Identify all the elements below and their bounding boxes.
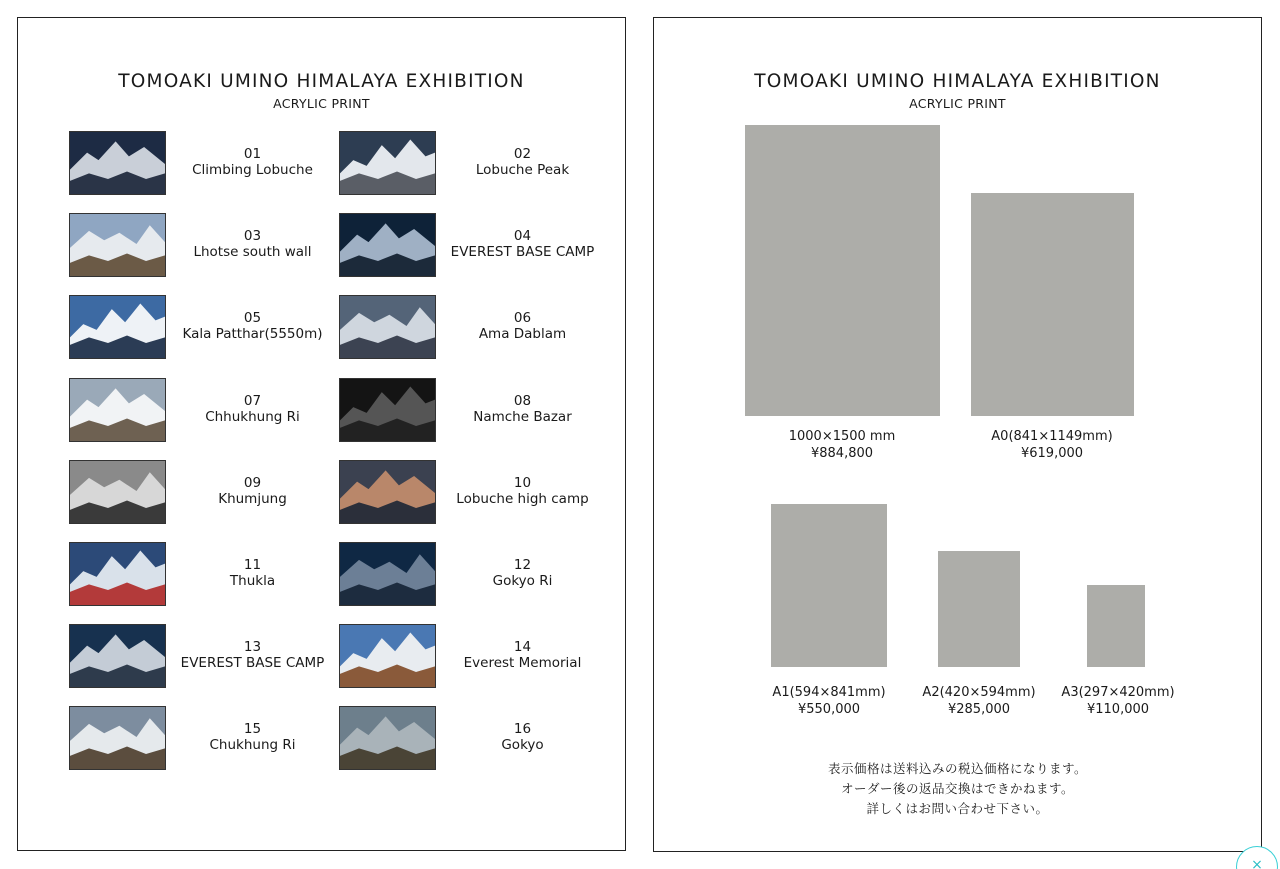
photo-thumbnail — [69, 624, 166, 688]
size-placeholder-a3 — [1087, 585, 1145, 667]
size-price: ¥619,000 — [1020, 446, 1084, 461]
catalog-item — [339, 460, 609, 524]
size-placeholder-a0 — [971, 193, 1134, 416]
photo-caption — [436, 228, 609, 260]
photo-number: 12 — [513, 557, 532, 573]
size-price: ¥550,000 — [797, 702, 861, 717]
photo-number: 04 — [513, 228, 532, 244]
photo-number: 13 — [243, 639, 262, 655]
photo-caption — [436, 310, 609, 342]
catalog-item — [69, 213, 339, 277]
photo-thumbnail — [339, 706, 436, 770]
photo-number: 02 — [513, 146, 532, 162]
photo-caption — [166, 228, 339, 260]
size-name: A2(420×594mm) — [922, 685, 1036, 700]
photo-title: EVEREST BASE CAMP — [180, 655, 325, 671]
photo-caption — [436, 557, 609, 589]
photo-caption — [166, 475, 339, 507]
pricing-title: TOMOAKI UMINO HIMALAYA EXHIBITION — [754, 71, 1161, 92]
size-price: ¥285,000 — [947, 702, 1011, 717]
photo-title: Climbing Lobuche — [192, 162, 313, 178]
pricing-sheet — [653, 17, 1262, 852]
photo-thumbnail — [339, 295, 436, 359]
pricing-subtitle: ACRYLIC PRINT — [909, 96, 1006, 111]
catalog-title: TOMOAKI UMINO HIMALAYA EXHIBITION — [118, 71, 525, 92]
photo-title: Chukhung Ri — [209, 737, 296, 753]
photo-thumbnail — [69, 213, 166, 277]
photo-number: 03 — [243, 228, 262, 244]
photo-title: Chhukhung Ri — [205, 409, 300, 425]
photo-thumbnail — [69, 542, 166, 606]
photo-number: 16 — [513, 721, 532, 737]
photo-number: 10 — [513, 475, 532, 491]
photo-caption — [166, 557, 339, 589]
photo-title: Gokyo Ri — [492, 573, 553, 589]
photo-title: Kala Patthar(5550m) — [182, 326, 323, 342]
photo-thumbnail — [69, 706, 166, 770]
photo-title: EVEREST BASE CAMP — [450, 244, 595, 260]
close-icon: × — [1251, 857, 1263, 869]
photo-caption — [436, 721, 609, 753]
photo-thumbnail — [69, 131, 166, 195]
photo-thumbnail — [339, 542, 436, 606]
catalog-item — [339, 295, 609, 359]
size-name: A3(297×420mm) — [1061, 685, 1175, 700]
photo-caption — [436, 475, 609, 507]
photo-thumbnail — [339, 378, 436, 442]
size-name: A1(594×841mm) — [772, 685, 886, 700]
photo-title: Ama Dablam — [478, 326, 567, 342]
size-caption-1000x1500 — [742, 428, 942, 462]
catalog-subtitle: ACRYLIC PRINT — [273, 96, 370, 111]
photo-title: Thukla — [229, 573, 276, 589]
note-line: 詳しくはお問い合わせ下さい。 — [866, 801, 1049, 816]
photo-thumbnail — [339, 624, 436, 688]
photo-number: 11 — [243, 557, 262, 573]
photo-caption — [436, 146, 609, 178]
note-line: 表示価格は送料込みの税込価格になります。 — [827, 761, 1087, 776]
photo-title: Lobuche Peak — [475, 162, 570, 178]
catalog-item — [69, 706, 339, 770]
photo-caption — [166, 639, 339, 671]
photo-title: Lhotse south wall — [193, 244, 312, 260]
catalog-item — [339, 131, 609, 195]
photo-title: Namche Bazar — [473, 409, 572, 425]
note-line: オーダー後の返品交換はできかねます。 — [840, 781, 1074, 796]
photo-number: 15 — [243, 721, 262, 737]
photo-number: 07 — [243, 393, 262, 409]
photo-caption — [436, 393, 609, 425]
catalog-item — [69, 624, 339, 688]
photo-thumbnail — [339, 460, 436, 524]
size-placeholder-a2 — [938, 551, 1020, 667]
photo-caption — [166, 721, 339, 753]
size-price: ¥110,000 — [1086, 702, 1150, 717]
catalog-item — [339, 213, 609, 277]
photo-caption — [166, 393, 339, 425]
catalog-item — [339, 706, 609, 770]
size-price: ¥884,800 — [810, 446, 874, 461]
size-name: A0(841×1149mm) — [991, 429, 1113, 444]
size-caption-a3 — [1028, 684, 1208, 718]
photo-thumbnail — [339, 131, 436, 195]
photo-title: Khumjung — [218, 491, 287, 507]
photo-caption — [166, 310, 339, 342]
photo-number: 09 — [243, 475, 262, 491]
size-caption-a0 — [952, 428, 1152, 462]
catalog-item — [69, 378, 339, 442]
photo-number: 08 — [513, 393, 532, 409]
pricing-notes — [654, 759, 1261, 819]
catalog-item — [339, 624, 609, 688]
size-name: 1000×1500 mm — [788, 429, 896, 444]
catalog-item — [339, 542, 609, 606]
photo-caption — [166, 146, 339, 178]
catalog-item — [339, 378, 609, 442]
photo-title: Lobuche high camp — [456, 491, 589, 507]
photo-title: Everest Memorial — [463, 655, 582, 671]
photo-thumbnail — [69, 295, 166, 359]
size-placeholder-1000x1500 — [745, 125, 940, 416]
catalog-item — [69, 295, 339, 359]
photo-number: 01 — [243, 146, 262, 162]
catalog-item — [69, 542, 339, 606]
photo-thumbnail — [339, 213, 436, 277]
photo-number: 06 — [513, 310, 532, 326]
photo-title: Gokyo — [501, 737, 544, 753]
size-placeholder-a1 — [771, 504, 887, 667]
catalog-sheet — [17, 17, 626, 851]
photo-thumbnail — [69, 378, 166, 442]
photo-number: 14 — [513, 639, 532, 655]
catalog-item — [69, 460, 339, 524]
photo-caption — [436, 639, 609, 671]
photo-thumbnail — [69, 460, 166, 524]
catalog-item — [69, 131, 339, 195]
photo-number: 05 — [243, 310, 262, 326]
